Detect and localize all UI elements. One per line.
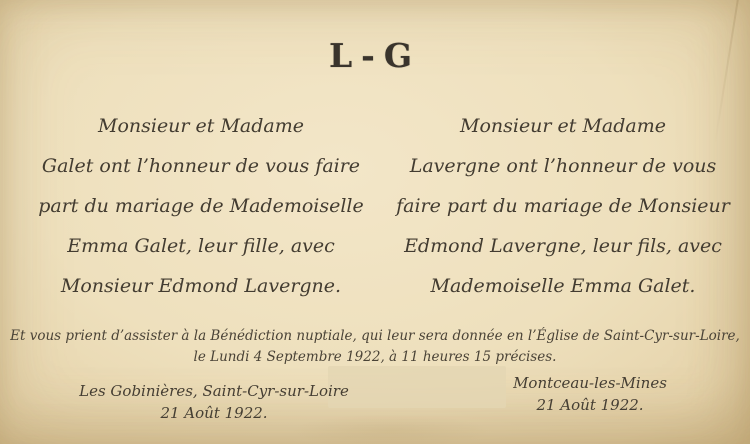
address-line: Les Gobinières, Saint-Cyr-sur-Loire bbox=[79, 382, 349, 400]
announcement-line: Galet ont l’honneur de vous faire bbox=[41, 155, 361, 177]
notice-line: Et vous prient d’assister à la Bénédiction nuptiale, qui leur sera donnée en l’Église de Saint-Cyr-sur-Loire, bbox=[10, 328, 740, 344]
address-date: 21 Août 1922. bbox=[160, 404, 268, 422]
announcement-line: faire part du mariage de Monsieur bbox=[396, 195, 730, 217]
benediction-notice bbox=[0, 326, 750, 368]
monogram: L-G bbox=[328, 36, 422, 75]
left-announcement bbox=[34, 106, 368, 306]
right-address bbox=[462, 372, 718, 416]
announcement-line: Monsieur Edmond Lavergne. bbox=[60, 275, 342, 297]
announcement-line: Monsieur et Madame bbox=[97, 115, 304, 137]
announcement-line: Edmond Lavergne, leur fils, avec bbox=[404, 235, 722, 257]
announcement-line: Emma Galet, leur fille, avec bbox=[67, 235, 335, 257]
address-date: 21 Août 1922. bbox=[536, 396, 644, 414]
announcement-line: Lavergne ont l’honneur de vous bbox=[409, 155, 717, 177]
right-announcement bbox=[396, 106, 730, 306]
left-address bbox=[72, 380, 356, 424]
address-line: Montceau-les-Mines bbox=[513, 374, 667, 392]
announcement-line: Monsieur et Madame bbox=[459, 115, 666, 137]
announcement-line: part du mariage de Mademoiselle bbox=[38, 195, 364, 217]
notice-line: le Lundi 4 Septembre 1922, à 11 heures 15 précises. bbox=[193, 349, 557, 365]
announcement-line: Mademoiselle Emma Galet. bbox=[430, 275, 696, 297]
